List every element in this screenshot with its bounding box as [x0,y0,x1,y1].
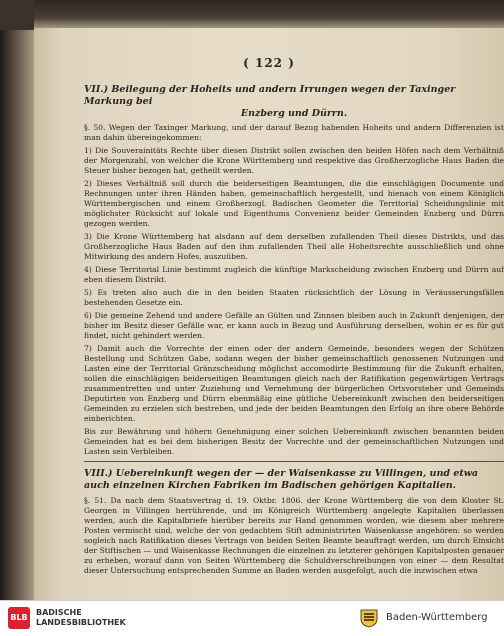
section-heading-2: VIII.) Uebereinkunft wegen der — der Waisenkasse zu Villingen, und etwa auch einzelnen Kirchen Fabriken im Badischen gehörigen Kapitalien. [84,468,479,491]
library-name-line1: BADISCHE [36,608,82,617]
paragraph: 4) Diese Territorial Linie bestimmt zugleich die künftige Markscheidung zwischen Enzberg und Dürrn auf eben diesem Distrikt. [84,265,504,284]
library-name[interactable] [36,608,126,628]
book-top-edge [34,0,504,30]
page-number: ( 122 ) [243,56,295,70]
paragraph: Bis zur Bewährung und höhern Genehmigung einer solchen Uebereinkunft zwischen benannten beiden Gemeinden hat es bei dem bisherigen Besitz der Vorrechte und der gemeinschaftlichen Nutzungen und Lasten sein Verbleiben. [84,427,504,456]
blb-logo-icon[interactable]: BLB [8,607,30,629]
section-heading: VII.) Beilegung der Hoheits und andern Irrungen wegen der Taxinger Markung bei [84,84,456,107]
paragraph: 1) Die Souverainitäts Rechte über diesen Distrikt sollen zwischen den beiden Höfen nach dem Verhältniß der Morgenzahl, von welcher die Krone Württemberg und respektive das Großherzogliche Haus Baden die Steuer bisher bezogen hat, getheilt werden. [84,146,504,175]
paragraph: §. 51. Da nach dem Staatsvertrag d. 19. Oktbr. 1806. der Krone Württemberg die von dem Kloster St. Georgen in Villingen herrührende, und im Königreich Württemberg angelegte Kapitalien überlassen werden, auch die Kapitalbriefe hierüber bereits zur Hand genommen worden, wie diesem aber mehrere Posten vermischt sind, welche der von gedachtem Stift administrirten Waisenkasse angehören: so werden sogleich nach Ratifikation dieses Vertrags von beiden Seiten Beamte beauftragt werden, um durch Einsicht der Stiftischen — und Waisenkasse Rechnungen die einzelnen zu letzterer gehörigen Kapitalposten genauer zu erheben, worauf dann von Seiten Württemberg die Schuldverschreibungen von einer — dem Resultat dieser Untersuchung entsprechenden Summe an Baden werden ausgefolgt, auch die inzwischen etwa [84,496,504,575]
paragraph: 5) Es treten also auch die in den beiden Staaten rücksichtlich der Lösung in Veräusserungsfällen bestehenden Gesetze ein. [84,288,504,307]
page-text [84,78,504,576]
library-name-line2: LANDESBIBLIOTHEK [36,618,126,627]
book-gutter [0,30,34,600]
book-page [34,28,504,600]
baden-wuerttemberg-crest-icon[interactable] [358,608,380,628]
section-heading-sub: Enzberg und Dürrn. [240,108,348,119]
paragraph: 2) Dieses Verhältniß soll durch die beiderseitigen Beamtungen, die die einschlägigen Documente und Rechnungen unter ihren Händen haben, gemeinschaftlich hergestellt, und hienach von einem Königlich Württembergischen und einem Großherzogl. Badischen Geometer die Territorial Scheidungslinie mit möglichster Rücksicht auf lokale und Eigenthums Convenienz beider Gemeinden Enzberg und Dürrn gezogen werden. [84,179,504,228]
region-name[interactable]: Baden-Württemberg [386,612,488,623]
paragraph: 7) Damit auch die Vorrechte der einen oder der andern Gemeinde, besonders wegen der Schützen Bestellung und Schützen Gabe, sodann wegen der bisher gemeinschaftlich genossenen Nutzungen und Lasten eine der Territorial Gränzscheidung möglichst accomodirte Bestimmung für die Zukunft erhalten, sollen die einschlägigen beiderseitigen Beamtungen gleich nach der Ratifikation gegenwärtigen Vertrags zusammentretten und unter Zuziehung und Vernehmung der bürgerlichen Ortsvorsteher und Gemeinds Deputirten von Enzberg und Dürrn ebenmäßig eine gütliche Uebereinkunft zwischen den beiderseitigen Gemeinden zu erzielen sich bestreben, und jede der beiden Beamtungen den Erfolg an ihre obere Behörde einberichten. [84,344,504,423]
library-footer [0,600,504,636]
paragraph: 6) Die gemeine Zehend und andere Gefälle an Gülten und Zinnsen bleiben auch in Zukunft denjenigen, der bisher im Besitz dieser Gefälle war, er kann auch in Bezug und Ausführung derselben, wohin er es für gut findet, nicht gehindert werden. [84,311,504,340]
paragraph: 3) Die Krone Württemberg hat alsdann auf dem derselben zufallenden Theil dieses Distrikts, und das Großherzogliche Haus Baden auf den ihm zufallenden Theil alle Hoheitsrechte ausschließlich und ohne Mitwirkung des andern Hofes, auszuüben. [84,232,504,261]
divider [84,461,504,462]
paragraph: §. 50. Wegen der Taxinger Markung, und der darauf Bezug habenden Hoheits und andern Differenzien ist man dahin übereingekommen: [84,123,504,142]
